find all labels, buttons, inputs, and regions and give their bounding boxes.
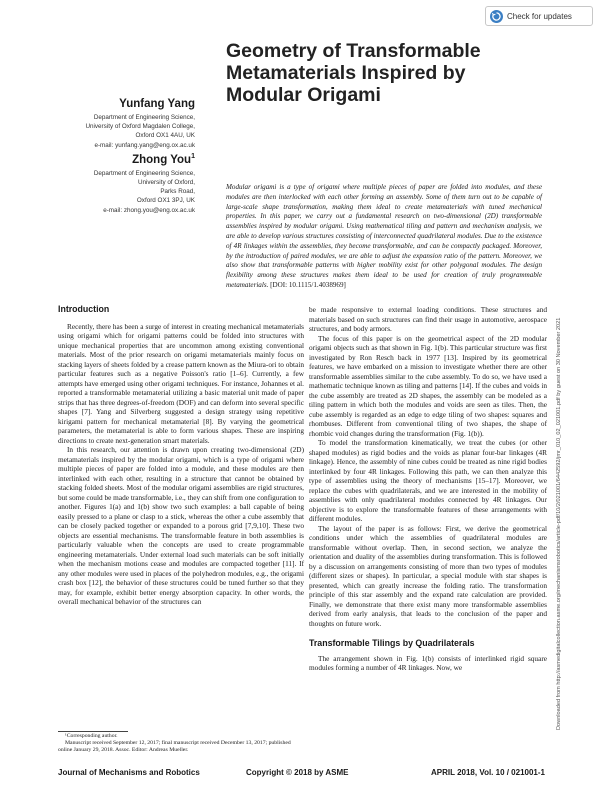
footnotes — [58, 733, 304, 755]
check-for-updates-label: Check for updates — [507, 11, 572, 21]
corresponding-mark: 1 — [191, 153, 195, 160]
author-affiliation-line: Oxford OX1 3PJ, UK — [136, 197, 195, 205]
paragraph: The layout of the paper is as follows: First, we derive the geometrical conditions under which the assemblies of quadrilateral modules are transformable without overlap. Then, in second section, we analyze the orientation and duality of the assemblies during transformation. This is followed by a discussion on arrangements consisting of more than two types of modules (different sizes or shapes). In particular, a special module with star shapes is presented, which can greatly increase the folding ratio. The transformation principle of this star assembly and the expand rate calculation are provided. Finally, we demonstrate that there exist many more transformable assemblies derived from early analysis, that leads to the conclusion of the paper and thoughts on future work. — [309, 523, 547, 628]
copyright: Copyright © 2018 by ASME — [246, 768, 349, 777]
footnote-rule — [58, 731, 128, 732]
author-affiliation-line: University of Oxford, — [137, 179, 195, 187]
paragraph: be made responsive to external loading conditions. These structures and materials based on such structures can find their usage in automotive, aerospace structures, and body armors. — [309, 305, 547, 333]
author-name: Yunfang Yang — [119, 98, 195, 110]
author-affiliation-line: Department of Engineering Science, — [93, 114, 195, 121]
paragraph: The arrangement shown in Fig. 1(b) consists of interlinked rigid square modules forming a number of 4R linkages. Now, we — [309, 653, 547, 672]
author-affiliation-line: Oxford OX1 4AU, UK — [135, 132, 195, 140]
author-name: Zhong You — [132, 153, 192, 166]
section-heading-introduction: Introduction — [58, 304, 110, 314]
journal-name: Journal of Mechanisms and Robotics — [58, 768, 200, 777]
left-column — [58, 305, 304, 607]
paragraph: In this research, our attention is drawn upon creating two-dimensional (2D) metamaterials inspired by the modular origami, which is a type of origami where multiple pieces of paper are folded into a module, and these modules are then interlinked with each other, resulting in a structure that cannot be obtained by stacking folded sheets. Most of the modular origami assemblies are rigid structures, but some could be made transformable, i.e., they can shift from one configuration to another. Figures 1(a) and 1(b) show two such examples: a ball capable of being easily pressed to a plane or clasp to a stick, whereas the other a cube assembly that can be closely packed together or expanded to a porous grid [7,9,10]. These two objects are essential mechanisms. The transformable feature in both assemblies is particularly valuable when the concepts are used to create programmable engineering metamaterials. Under external load such materials can be soft initially when the mechanism motions cease and modules are compacted together [11]. If any other modules were used in places of the polyhedron modules, e.g., the origami crash box [12], the behavior of these structures could be tuned further so that they may, for example, exhibit better energy absorption capacity. In other words, the overall mechanical behavior of the structures can — [58, 445, 304, 606]
doi[interactable]: [DOI: 10.1115/1.4038969] — [270, 280, 346, 289]
section-heading-tilings: Transformable Tilings by Quadrilaterals — [309, 638, 475, 648]
paragraph: The focus of this paper is on the geometrical aspect of the 2D modular origami objects such as that shown in Fig. 1(b). This particular structure was first investigated by Ron Resch back in 1977 [13]. Inspired by its geometrical features, we have embarked on a mission to investigate whether there are other transformable assemblies similar to the cube assembly. To do so, we have used a mathematic technique known as tiling and patterns [14]. If the cubes and voids in the cube assembly are treated as 2D shapes, the assembly can be modeled as a tiling pattern in which both the modules and voids are seen as tiles. Then, the cube assembly is regarded as an edge to edge tiling of two shapes: squares and rhombuses. Different from conventional tiling of two shapes, the shape of rhombic void changes during the transformation (Fig. 1(b)). — [309, 333, 547, 438]
paper-title: Geometry of Transformable Metamaterials Inspired by Modular Origami — [226, 40, 481, 106]
check-for-updates-button[interactable] — [485, 6, 593, 26]
author-block-2 — [94, 153, 195, 215]
author-email[interactable]: e-mail: zhong.you@eng.ox.ac.uk — [103, 206, 195, 214]
abstract — [226, 183, 542, 291]
author-affiliation-line: University of Oxford Magdalen College, — [85, 123, 195, 131]
author-email[interactable]: e-mail: yunfang.yang@eng.ox.ac.uk — [94, 141, 195, 149]
issue-info: APRIL 2018, Vol. 10 / 021001-1 — [431, 768, 545, 777]
download-note: Downloaded from http://asmedigitalcollection.asme.org/mechanismsrobotics/article-pdf/10/2/021001/6442592/jmr_010_02_021001.pdf by guest on 30 November 2021 — [556, 317, 562, 730]
author-block-1 — [85, 98, 195, 150]
footnote-manuscript: Manuscript received September 12, 2017; final manuscript received December 13, 2017; published online January 29, 2018. Assoc. Editor: Andreas Mueller. — [58, 740, 291, 754]
update-badge-icon — [490, 10, 503, 23]
abstract-text: Modular origami is a type of origami where multiple pieces of paper are folded into modules, and these modules are then interlocked with each other forming an assembly. Some of them turn out to be capable of large-scale shape transformation, making them ideal to create metamaterials with tuned mechanical properties. In this paper, we carry out a fundamental research on two-dimensional (2D) transformable assemblies inspired by modular origami. Using mathematical tiling and pattern and mechanism analysis, we are able to develop various structures consisting of interconnected quadrilateral modules. Due to the existence of 4R linkages within the assemblies, they become transformable, and can be compactly packaged. Moreover, by the introduction of paired modules, we are able to adjust the expansion ratio of the pattern. Moreover, we also show that transformable patterns with higher mobility exist for other polygonal modules. The design flexibility among these structures makes them ideal to be used for creation of truly programmable metamaterials. — [226, 183, 542, 289]
paragraph: To model the transformation kinematically, we treat the cubes (or other shaped modules) as rigid bodies and the voids as planar four-bar linkages (4R linkage). Hence, the assembly of nine cubes could be treated as nine rigid bodies interlinked by four 4R linkages. Following this path, we can then analyze this type of assemblies using the theory of mechanisms [15–17]. Moreover, we replace the cubes with quadrilaterals, and we are interested in the mobility of assemblies with only quadrilateral modules connected by 4R linkages. Our objective is to explore the transformable features of these arrangements with different modules. — [309, 438, 547, 523]
right-column — [309, 305, 547, 673]
footnote-corresponding: ¹Corresponding author. — [65, 733, 118, 739]
author-affiliation-line: Department of Engineering Science, — [93, 169, 195, 177]
author-affiliation-line: Parks Road, — [160, 188, 195, 196]
paragraph: Recently, there has been a surge of interest in creating mechanical metamaterials using origami which for origami patterns could be folded into structures with unique mechanical properties that are uncommon among existing conventional materials. Most of the prior research on origami metamaterials mainly focus on stacking layers of sheets folded by a crease pattern known as the Miura-ori to obtain particular features such as a negative Poisson's ratio [1–6]. Currently, a few attempts have emerged using other origami techniques. For instance, Johannes et al. reported a transformable metamaterial utilizing a basic material unit made of paper strips that has three degrees-of-freedom (DOF) and can deform into several specific shapes [7]. Yang and Silverberg suggested a design strategy using repetitive kirigami pattern for mechanical metamaterial [8]. By varying the geometrical parameters, the metamaterial is able to form various shapes. These are inspiring directions to create next-generation smart materials. — [58, 321, 304, 445]
